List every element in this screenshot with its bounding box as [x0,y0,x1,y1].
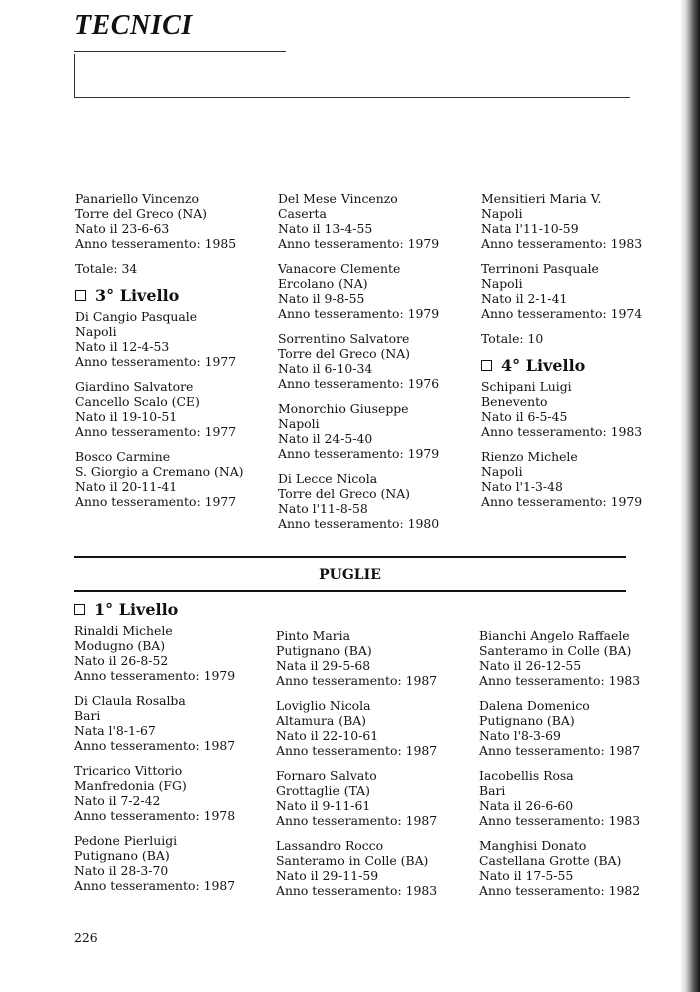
entry-year: Anno tesseramento: 1977 [75,424,237,439]
entry-year: Anno tesseramento: 1978 [74,808,236,823]
entry-year: Anno tesseramento: 1976 [278,376,440,391]
entry-name: Bosco Carmine [75,449,171,464]
list-item [278,401,473,461]
entry-place: Santeramo in Colle (BA) [479,643,632,658]
entry-year: Anno tesseramento: 1974 [481,306,643,321]
checkbox-icon [481,360,492,371]
list-item [479,838,674,898]
total-count: Totale: 10 [481,331,544,346]
list-item [276,838,471,898]
entry-place: Cancello Scalo (CE) [75,394,200,409]
list-item [75,191,270,251]
entry-year: Anno tesseramento: 1977 [75,494,237,509]
entry-born: Nato il 17-5-55 [479,868,574,883]
list-item [481,379,676,439]
entry-place: Bari [74,708,101,723]
list-item [278,331,473,391]
list-item [276,698,471,758]
entry-born: Nata il 29-5-68 [276,658,371,673]
upper-column-1 [75,191,270,519]
lower-column-2 [276,628,471,908]
entry-name: Giardino Salvatore [75,379,194,394]
entry-year: Anno tesseramento: 1987 [276,673,438,688]
entry-born: Nato il 12-4-53 [75,339,170,354]
entry-place: Modugno (BA) [74,638,166,653]
header-box [74,54,630,98]
entry-born: Nato il 7-2-42 [74,793,161,808]
entry-place: Putignano (BA) [479,713,575,728]
level-heading [75,288,270,303]
title-rule [74,51,286,52]
entry-place: Torre del Greco (NA) [278,346,410,361]
entry-place: Napoli [481,464,523,479]
entry-name: Lassandro Rocco [276,838,384,853]
entry-born: Nato il 2-1-41 [481,291,568,306]
entry-name: Rienzo Michele [481,449,578,464]
entry-name: Dalena Domenico [479,698,590,713]
list-item [278,471,473,531]
entry-year: Anno tesseramento: 1987 [276,743,438,758]
entry-place: Grottaglie (TA) [276,783,370,798]
entry-year: Anno tesseramento: 1983 [479,673,641,688]
entry-year: Anno tesseramento: 1979 [278,446,440,461]
entry-place: Napoli [278,416,320,431]
entry-place: Benevento [481,394,548,409]
list-item [75,379,270,439]
entry-born: Nato il 9-11-61 [276,798,371,813]
entry-year: Anno tesseramento: 1987 [276,813,438,828]
entry-name: Di Claula Rosalba [74,693,186,708]
upper-column-2 [278,191,473,541]
entry-name: Di Lecce Nicola [278,471,378,486]
entry-name: Pinto Maria [276,628,351,643]
list-item [479,768,674,828]
entry-born: Nato l'1-3-48 [481,479,563,494]
entry-place: Napoli [481,206,523,221]
list-item [479,628,674,688]
checkbox-icon [75,290,86,301]
entry-place: Napoli [75,324,117,339]
level-heading [74,602,269,617]
entry-name: Vanacore Clemente [278,261,401,276]
entry-name: Bianchi Angelo Raffaele [479,628,630,643]
list-item [479,698,674,758]
entry-name: Rinaldi Michele [74,623,173,638]
lower-column-3 [479,628,674,908]
total-count: Totale: 34 [75,261,138,276]
entry-born: Nato il 26-8-52 [74,653,169,668]
list-item [278,191,473,251]
list-item [276,768,471,828]
level-heading-label: 4° Livello [501,356,586,375]
entry-place: Santeramo in Colle (BA) [276,853,429,868]
lower-column-1 [74,602,269,903]
entry-name: Monorchio Giuseppe [278,401,409,416]
list-item [74,693,269,753]
entry-year: Anno tesseramento: 1982 [479,883,641,898]
entry-place: Altamura (BA) [276,713,366,728]
entry-name: Pedone Pierluigi [74,833,178,848]
entry-place: Bari [479,783,506,798]
page-number: 226 [74,930,98,945]
entry-place: S. Giorgio a Cremano (NA) [75,464,244,479]
list-item [74,833,269,893]
entry-place: Napoli [481,276,523,291]
entry-born: Nato il 6-5-45 [481,409,568,424]
entry-year: Anno tesseramento: 1987 [479,743,641,758]
entry-place: Ercolano (NA) [278,276,368,291]
entry-year: Anno tesseramento: 1983 [479,813,641,828]
entry-born: Nato il 24-5-40 [278,431,373,446]
entry-year: Anno tesseramento: 1977 [75,354,237,369]
entry-year: Anno tesseramento: 1979 [278,236,440,251]
region-rule-bottom [74,590,626,592]
entry-place: Putignano (BA) [74,848,170,863]
list-item [481,449,676,509]
entry-name: Panariello Vincenzo [75,191,199,206]
level-heading-label: 1° Livello [94,600,179,619]
entry-name: Di Cangio Pasquale [75,309,198,324]
entry-year: Anno tesseramento: 1987 [74,738,236,753]
entry-year: Anno tesseramento: 1987 [74,878,236,893]
entry-born: Nato il 22-10-61 [276,728,379,743]
entry-name: Sorrentino Salvatore [278,331,410,346]
entry-place: Putignano (BA) [276,643,372,658]
page-title: TECNICI [74,10,193,41]
entry-name: Schipani Luigi [481,379,572,394]
entry-born: Nato l'8-3-69 [479,728,561,743]
entry-name: Fornaro Salvato [276,768,377,783]
upper-column-3 [481,191,676,519]
entry-name: Terrinoni Pasquale [481,261,599,276]
entry-name: Tricarico Vittorio [74,763,183,778]
entry-name: Loviglio Nicola [276,698,371,713]
region-title: PUGLIE [319,567,381,583]
list-item [276,628,471,688]
entry-place: Caserta [278,206,327,221]
entry-year: Anno tesseramento: 1985 [75,236,237,251]
entry-year: Anno tesseramento: 1983 [276,883,438,898]
entry-year: Anno tesseramento: 1979 [278,306,440,321]
entry-place: Torre del Greco (NA) [75,206,207,221]
entry-year: Anno tesseramento: 1980 [278,516,440,531]
entry-born: Nato il 26-12-55 [479,658,582,673]
list-item [481,191,676,251]
entry-place: Castellana Grotte (BA) [479,853,622,868]
entry-name: Iacobellis Rosa [479,768,574,783]
entry-born: Nato il 29-11-59 [276,868,379,883]
level-heading-label: 3° Livello [95,286,180,305]
binding-edge-shadow [680,0,700,992]
entry-born: Nata il 26-6-60 [479,798,574,813]
entry-year: Anno tesseramento: 1979 [481,494,643,509]
list-item [74,763,269,823]
entry-born: Nato il 28-3-70 [74,863,169,878]
entry-born: Nato il 9-8-55 [278,291,365,306]
entry-year: Anno tesseramento: 1979 [74,668,236,683]
entry-born: Nata l'8-1-67 [74,723,156,738]
entry-name: Del Mese Vincenzo [278,191,398,206]
entry-born: Nato il 13-4-55 [278,221,373,236]
list-item [74,623,269,683]
list-item [75,309,270,369]
checkbox-icon [74,604,85,615]
entry-place: Manfredonia (FG) [74,778,187,793]
list-item [481,261,676,321]
entry-name: Manghisi Donato [479,838,587,853]
list-item [75,449,270,509]
entry-born: Nato il 20-11-41 [75,479,178,494]
region-rule-top [74,556,626,558]
entry-born: Nata l'11-10-59 [481,221,579,236]
entry-born: Nato l'11-8-58 [278,501,368,516]
entry-place: Torre del Greco (NA) [278,486,410,501]
entry-name: Mensitieri Maria V. [481,191,602,206]
entry-born: Nato il 23-6-63 [75,221,170,236]
entry-year: Anno tesseramento: 1983 [481,424,643,439]
entry-year: Anno tesseramento: 1983 [481,236,643,251]
entry-born: Nato il 6-10-34 [278,361,373,376]
entry-born: Nato il 19-10-51 [75,409,178,424]
list-item [278,261,473,321]
level-heading [481,358,676,373]
